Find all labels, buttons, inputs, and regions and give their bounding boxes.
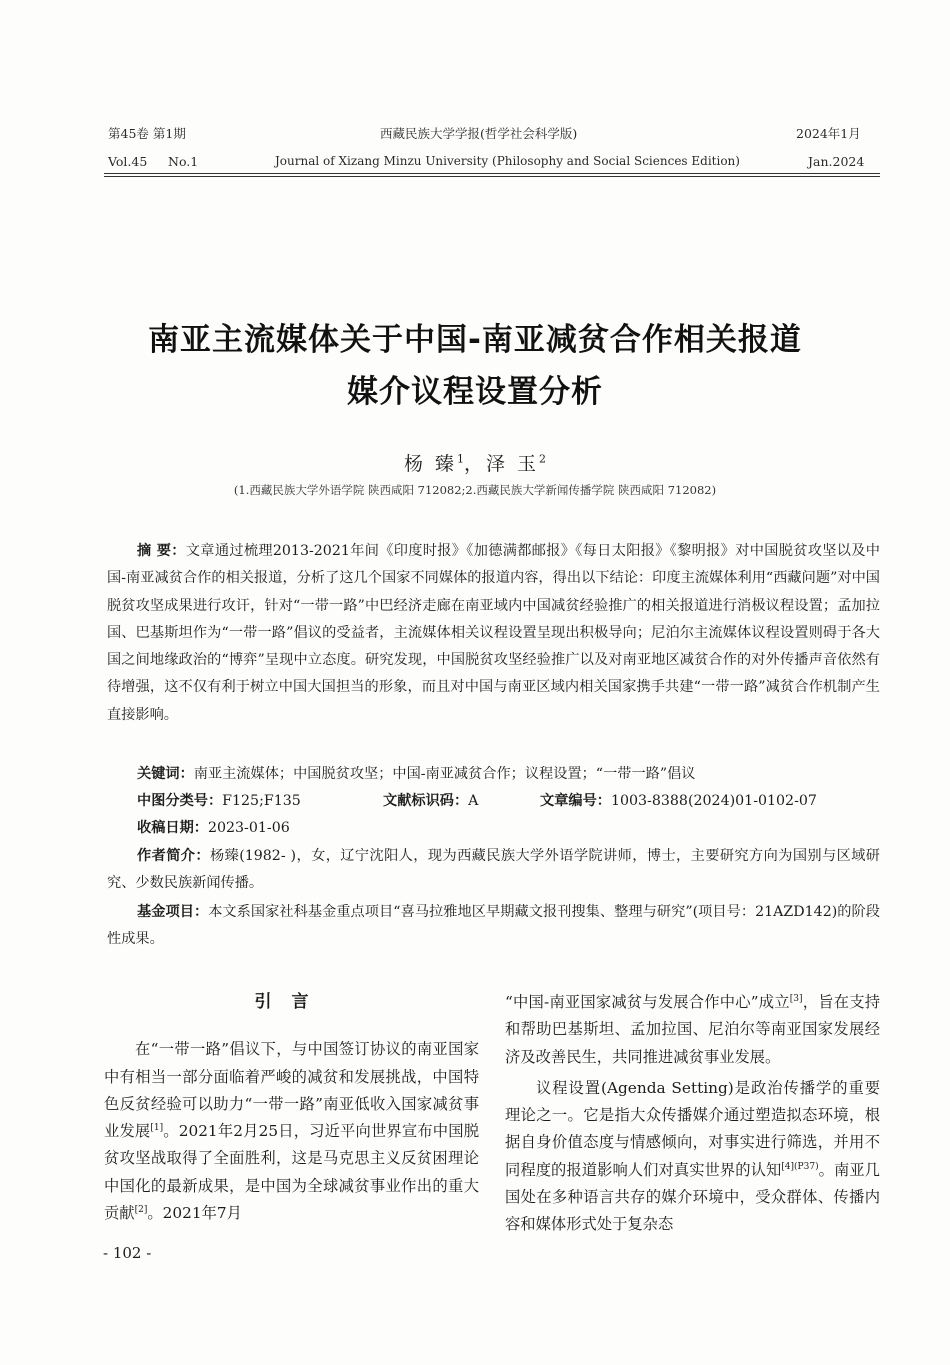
- date-cn: 2024年1月: [796, 126, 861, 141]
- paper-title-line-1: 南亚主流媒体关于中国-南亚减贫合作相关报道: [148, 322, 802, 358]
- section-title-introduction: 引言: [254, 992, 329, 1012]
- abstract-label: 摘 要：: [137, 543, 186, 559]
- abstract-text: 文章通过梳理2013-2021年间《印度时报》《加德满都邮报》《每日太阳报》《黎明报》对中国脱贫攻坚以及中国-南亚减贫合作的相关报道，分析了这几个国家不同媒体的报道内容，得出以下结论：印度主流媒体利用“西藏问题”对中国脱贫攻坚成果进行攻讦，针对“一带一路”中巴经济走廊在南亚域内中国减贫经验推广的相关报道进行消极议程设置；孟加拉国、巴基斯坦作为“一带一路”倡议的受益者，主流媒体相关议程设置呈现出积极导向；尼泊尔主流媒体议程设置则碍于各大国之间地缘政治的“博弈”呈现中立态度。研究发现，中国脱贫攻坚经验推广以及对南亚地区减贫合作的对外传播声音依然有待增强，这不仅有利于树立中国大国担当的形象，而且对中国与南亚区域内相关国家携手共建“一带一路”减贫合作机制产生直接影响。: [107, 543, 880, 723]
- page-number: - 102 -: [103, 1244, 152, 1262]
- intro-paragraph-1: 在“一带一路”倡议下，与中国签订协议的南亚国家中有相当一部分面临着严峻的减贫和发展挑战，中国特色反贫经验可以助力“一带一路”南亚低收入国家减贫事业发展[1]。2021年2月25日，习近平向世界宣布中国脱贫攻坚战取得了全面胜利，这是马克思主义反贫困理论中国化的最新成果，是中国为全球减贫事业作出的重大贡献[2]。2021年7月: [104, 1040, 479, 1223]
- bio-label: 作者简介：: [137, 848, 210, 864]
- issue-en: No.1: [168, 154, 199, 169]
- article-number-label: 文章编号：: [540, 793, 611, 809]
- citation-2: [2]: [134, 1204, 148, 1215]
- author-bio: [107, 843, 880, 898]
- funding: [107, 899, 880, 954]
- author-1: 杨 臻: [403, 453, 457, 475]
- abstract: [107, 538, 880, 729]
- journal-name-en: Journal of Xizang Minzu University (Philosophy and Social Sciences Edition): [275, 154, 740, 168]
- citation-1: [1]: [150, 1123, 164, 1134]
- intro-paragraph-1-continued: “中国-南亚国家减贫与发展合作中心”成立[3]，旨在支持和帮助巴基斯坦、孟加拉国、尼泊尔等南亚国家发展经济及改善民生，共同推进减贫事业发展。: [505, 993, 880, 1066]
- paper-title-line-2: 媒介议程设置分析: [347, 374, 603, 410]
- author-separator: ，: [463, 453, 486, 475]
- header-rule-bottom: [104, 176, 880, 177]
- citation-3: [3]: [789, 993, 803, 1004]
- author-2: 泽 玉: [486, 453, 540, 475]
- article-number: 1003-8388(2024)01-0102-07: [610, 793, 817, 809]
- author-2-affil-mark: 2: [539, 452, 547, 466]
- received-date: [107, 815, 880, 842]
- fund-text: 本文系国家社科基金重点项目“喜马拉雅地区早期藏文报刊搜集、整理与研究”(项目号：21AZD142)的阶段性成果。: [107, 904, 880, 948]
- received-value: 2023-01-06: [207, 820, 290, 836]
- date-en: Jan.2024: [808, 154, 865, 169]
- volume-issue-cn: 第45卷 第1期: [108, 126, 186, 141]
- author-list: [0, 449, 950, 476]
- right-column: [505, 989, 880, 1239]
- bio-text: 杨臻(1982- )，女，辽宁沈阳人，现为西藏民族大学外语学院讲师，博士，主要研究方向为国别与区域研究、少数民族新闻传播。: [107, 848, 880, 892]
- clc-label: 中图分类号：: [137, 793, 223, 809]
- received-label: 收稿日期：: [137, 820, 208, 836]
- left-column: [104, 989, 479, 1227]
- clc-code: F125;F135: [222, 793, 301, 809]
- citation-4: [4](P37): [781, 1161, 819, 1172]
- keywords: [107, 761, 880, 788]
- author-1-affil-mark: 1: [456, 452, 464, 466]
- affiliations: (1.西藏民族大学外语学院 陕西咸阳 712082;2.西藏民族大学新闻传播学院 陕西咸阳 712082): [233, 483, 717, 497]
- header-rule-top: [104, 173, 880, 174]
- doc-code: A: [468, 793, 479, 809]
- volume-en: Vol.45: [108, 154, 148, 169]
- keywords-label: 关键词：: [137, 766, 194, 782]
- journal-name-cn: 西藏民族大学学报(哲学社会科学版): [380, 126, 578, 141]
- classification-row: [107, 788, 880, 815]
- keywords-text: 南亚主流媒体；中国脱贫攻坚；中国-南亚减贫合作；议程设置；“一带一路”倡议: [193, 766, 696, 782]
- doc-code-label: 文献标识码：: [383, 793, 469, 809]
- fund-label: 基金项目：: [137, 904, 209, 920]
- intro-paragraph-2: 议程设置(Agenda Setting)是政治传播学的重要理论之一。它是指大众传播媒介通过塑造拟态环境，根据自身价值态度与情感倾向，对事实进行筛选，并用不同程度的报道影响人们对真实世界的认知$^{[4](P37)}$。南亚几国处在多种语言共存的媒介环境中，受众群体、传播内容和媒体形式处于复杂态: [505, 1078, 880, 1234]
